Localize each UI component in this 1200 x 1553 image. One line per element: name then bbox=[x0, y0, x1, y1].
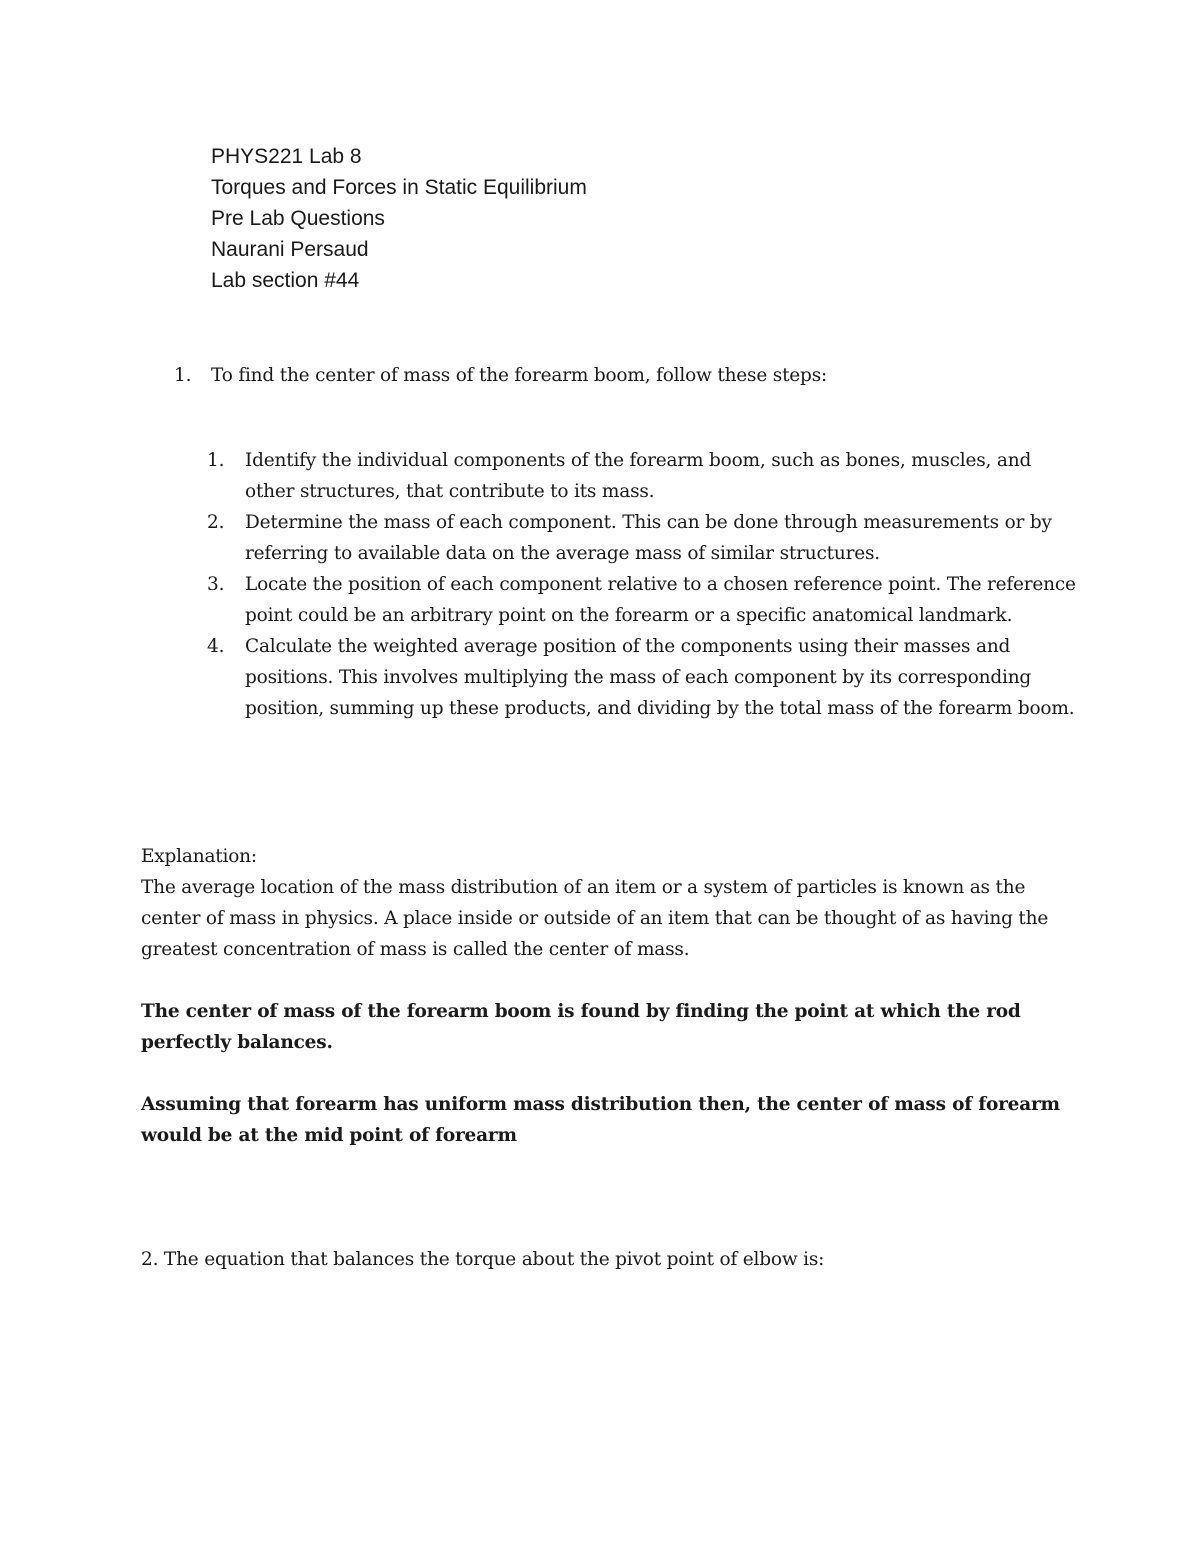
author-name: Naurani Persaud bbox=[211, 238, 369, 261]
step-number: 1. bbox=[207, 450, 225, 471]
step-text: Identify the individual components of the forearm boom, such as bones, muscles, and other structures, that contribute to its mass. bbox=[245, 450, 1032, 502]
step-text: Calculate the weighted average position of the components using their masses and positions. This involves multiplying the mass of each component by its corresponding position, summing up these products, and dividing by the total mass of the forearm boom. bbox=[245, 636, 1075, 719]
explanation-text: The average location of the mass distribution of an item or a system of particles is known as the center of mass in physics. A place inside or outside of an item that can be thought of as having the greatest concentration of mass is called the center of mass. bbox=[141, 877, 1049, 960]
bold-statement-balance: The center of mass of the forearm boom is found by finding the point at which the rod perfectly balances. bbox=[141, 1001, 1021, 1053]
explanation-label: Explanation: bbox=[141, 846, 257, 867]
list-item bbox=[207, 507, 1077, 569]
steps-list bbox=[207, 445, 1077, 724]
question-1 bbox=[174, 360, 1074, 391]
list-item bbox=[207, 445, 1077, 507]
step-number: 4. bbox=[207, 636, 225, 657]
course-title: PHYS221 Lab 8 bbox=[211, 145, 362, 168]
lab-title: Torques and Forces in Static Equilibrium bbox=[211, 176, 587, 199]
document-header bbox=[211, 141, 587, 296]
question-2: 2. The equation that balances the torque about the pivot point of elbow is: bbox=[141, 1249, 825, 1270]
step-number: 3. bbox=[207, 574, 225, 595]
list-item bbox=[207, 569, 1077, 631]
list-item bbox=[207, 631, 1077, 724]
step-number: 2. bbox=[207, 512, 225, 533]
lab-section: Lab section #44 bbox=[211, 269, 360, 292]
step-text: Locate the position of each component relative to a chosen reference point. The reference point could be an arbitrary point on the forearm or a specific anatomical landmark. bbox=[245, 574, 1076, 626]
bold-statement-uniform: Assuming that forearm has uniform mass distribution then, the center of mass of forearm would be at the mid point of forearm bbox=[141, 1094, 1060, 1146]
question-1-number: 1. bbox=[174, 365, 192, 386]
question-1-text: To find the center of mass of the forearm boom, follow these steps: bbox=[211, 365, 828, 386]
explanation-section bbox=[141, 841, 1071, 965]
step-text: Determine the mass of each component. This can be done through measurements or by referring to available data on the average mass of similar structures. bbox=[245, 512, 1052, 564]
lab-subtitle: Pre Lab Questions bbox=[211, 207, 385, 230]
